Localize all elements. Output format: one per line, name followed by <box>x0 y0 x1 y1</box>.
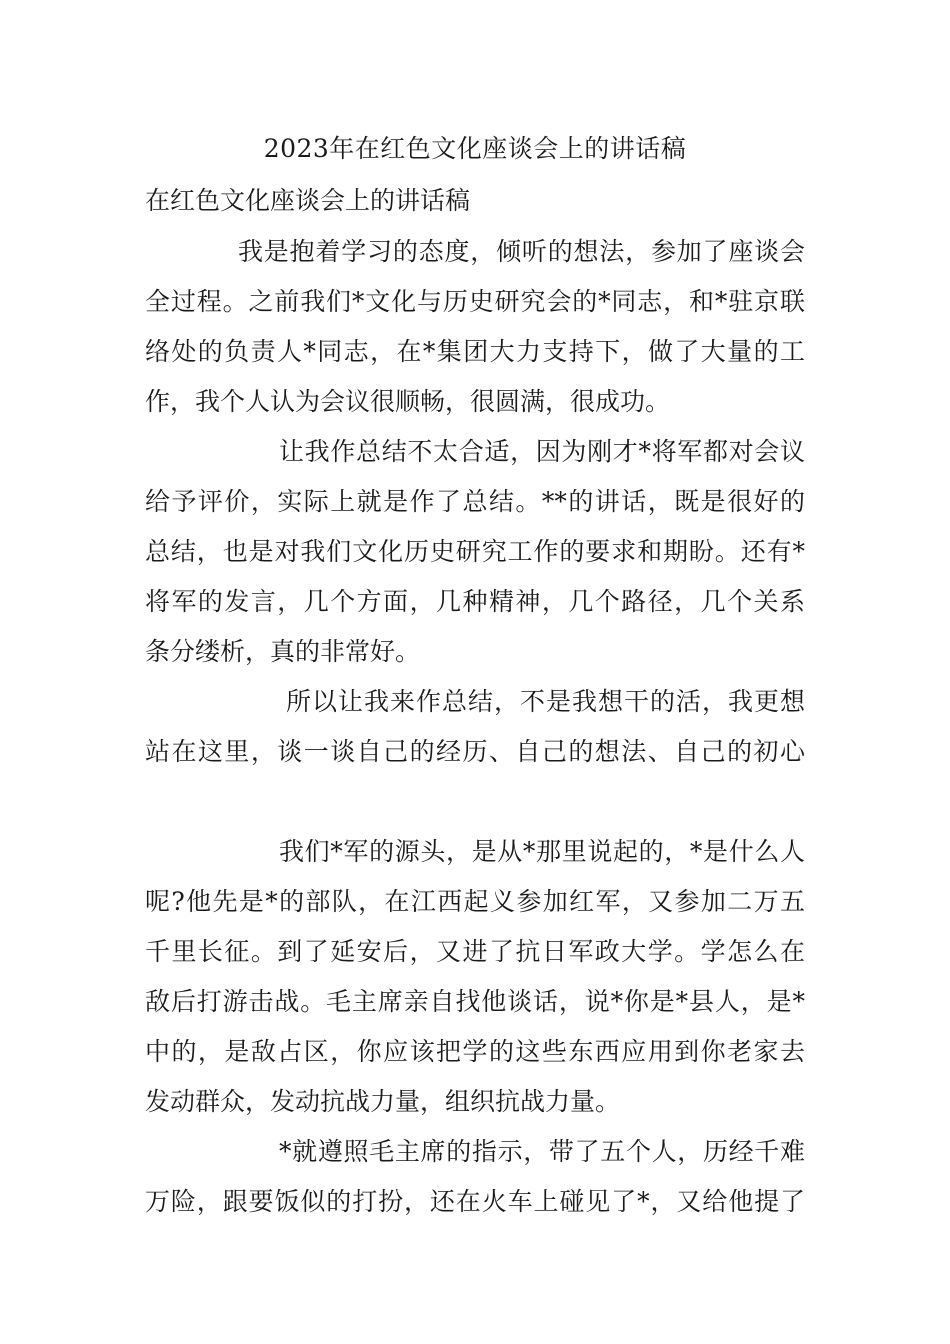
paragraph-line: 站在这里，谈一谈自己的经历、自己的想法、自己的初心 <box>145 737 805 766</box>
paragraph-line: 络处的负责人*同志，在*集团大力支持下，做了大量的工 <box>145 337 805 366</box>
document-title: 2023年在红色文化座谈会上的讲话稿 <box>263 134 687 163</box>
paragraph-line: 千里长征。到了延安后，又进了抗日军政大学。学怎么在 <box>145 937 805 966</box>
paragraph-line: 全过程。之前我们*文化与历史研究会的*同志，和*驻京联 <box>145 287 805 316</box>
paragraph-line: 我是抱着学习的态度，倾听的想法，参加了座谈会 <box>238 237 805 266</box>
paragraph-line: 万险，跟要饭似的打扮，还在火车上碰见了*，又给他提了 <box>145 1187 805 1216</box>
paragraph-line: 给予评价，实际上就是作了总结。**的讲话，既是很好的 <box>145 487 805 516</box>
paragraph-line: 作，我个人认为会议很顺畅，很圆满，很成功。 <box>145 387 671 416</box>
paragraph-line: 呢?他先是*的部队，在江西起义参加红军，又参加二万五 <box>145 887 805 916</box>
paragraph-line: *就遵照毛主席的指示，带了五个人，历经千难 <box>279 1137 805 1166</box>
paragraph-line: 将军的发言，几个方面，几种精神，几个路径，几个关系 <box>145 587 805 616</box>
document-subtitle: 在红色文化座谈会上的讲话稿 <box>145 186 471 215</box>
paragraph-line: 让我作总结不太合适，因为刚才*将军都对会议 <box>279 437 805 466</box>
paragraph-line: 发动群众，发动抗战力量，组织抗战力量。 <box>145 1087 621 1116</box>
paragraph-line: 我们*军的源头，是从*那里说起的，*是什么人 <box>279 837 805 866</box>
paragraph-line: 中的，是敌占区，你应该把学的这些东西应用到你老家去 <box>145 1037 805 1066</box>
paragraph-line: 总结，也是对我们文化历史研究工作的要求和期盼。还有* <box>145 537 805 566</box>
paragraph-line: 敌后打游击战。毛主席亲自找他谈话，说*你是*县人，是* <box>145 987 805 1016</box>
paragraph-line: 条分缕析，真的非常好。 <box>145 637 421 666</box>
paragraph-line: 所以让我来作总结，不是我想干的活，我更想 <box>286 687 805 716</box>
